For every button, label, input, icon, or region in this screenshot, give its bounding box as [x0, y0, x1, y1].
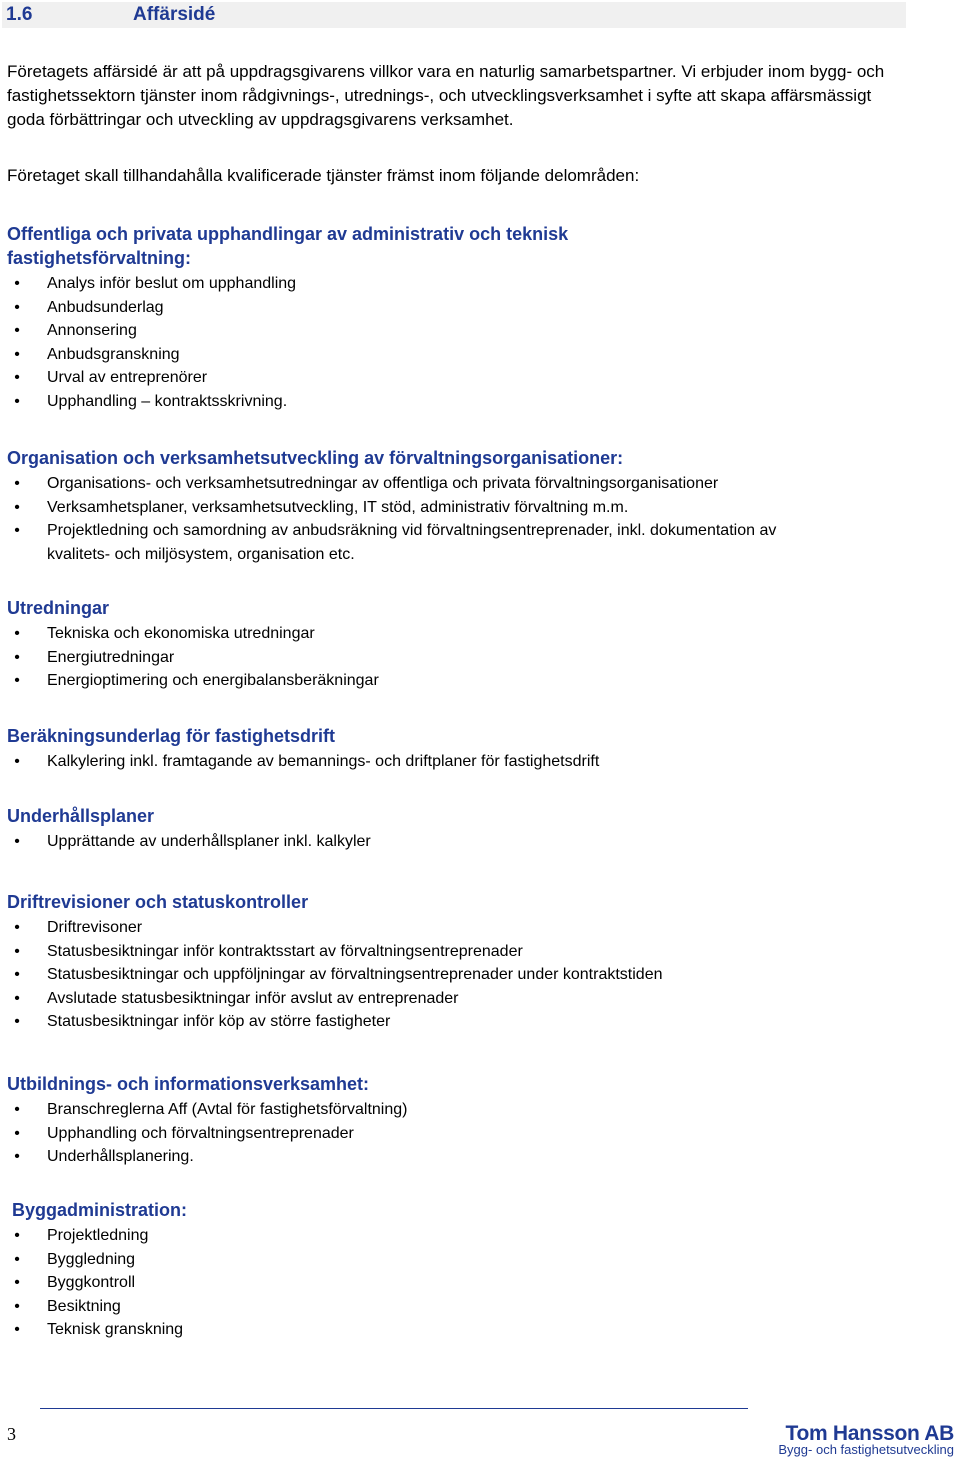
section-heading: Byggadministration: — [12, 1200, 188, 1220]
list-item: • Upphandling och förvaltningsentreprenader — [7, 1122, 907, 1146]
section-heading: Beräkningsunderlag för fastighetsdrift — [7, 726, 336, 746]
section-underhallsplaner — [7, 804, 907, 854]
bullet-icon: • — [14, 833, 20, 850]
list-item: • Byggkontroll — [7, 1271, 907, 1295]
bullet-icon: • — [14, 625, 20, 642]
bullet-icon: • — [14, 648, 20, 666]
list-item: • Statusbesiktningar inför kontraktsstart av förvaltningsentreprenader — [7, 940, 907, 964]
section-berakningsunderlag — [7, 724, 907, 774]
list-item: • Byggledning — [7, 1248, 907, 1272]
bullet-icon: • — [14, 1101, 20, 1118]
item-list — [7, 1098, 907, 1169]
list-item: • Annonsering — [7, 319, 907, 343]
list-item: • Statusbesiktningar och uppföljningar av förvaltningsentreprenader under kontraktstiden — [7, 963, 907, 987]
item-list — [7, 1224, 907, 1342]
list-item: • Avslutade statusbesiktningar inför avslut av entreprenader — [7, 987, 907, 1011]
item-list — [7, 472, 907, 566]
delomraden-paragraph: Företaget skall tillhandahålla kvalificerade tjänster främst inom följande delområden: — [7, 166, 640, 185]
company-logo-tagline: Bygg- och fastighetsutveckling — [778, 1442, 954, 1457]
page-number: 3 — [7, 1424, 16, 1444]
bullet-icon: • — [14, 989, 20, 1007]
bullet-icon: • — [14, 1321, 20, 1339]
section-heading: Utredningar — [7, 598, 110, 618]
bullet-icon: • — [14, 966, 20, 984]
bullet-icon: • — [14, 498, 20, 516]
section-utbildning — [7, 1072, 907, 1169]
section-organisation — [7, 446, 907, 566]
bullet-icon: • — [14, 1297, 20, 1315]
section-utredningar — [7, 596, 907, 693]
section-heading: Organisation och verksamhetsutveckling av förvaltningsorganisationer: — [7, 448, 624, 468]
bullet-icon: • — [14, 919, 20, 936]
bullet-icon: • — [14, 1124, 20, 1142]
list-item: • Driftrevisoner — [7, 916, 907, 940]
section-number: 1.6 — [6, 4, 33, 25]
company-logo-name: Tom Hansson AB — [785, 1422, 954, 1445]
item-list — [7, 830, 907, 854]
section-upphandlingar — [7, 222, 907, 414]
bullet-icon: • — [14, 392, 20, 410]
bullet-icon: • — [14, 1148, 20, 1166]
list-item: • Urval av entreprenörer — [7, 366, 907, 390]
section-byggadministration — [7, 1198, 907, 1342]
list-item: • Organisations- och verksamhetsutredningar av offentliga och privata förvaltningsorganisationer — [7, 472, 907, 496]
bullet-icon: • — [14, 522, 20, 540]
bullet-icon: • — [14, 475, 20, 492]
list-item: • Projektledning och samordning av anbudsräkning vid förvaltningsentreprenader, inkl. dokumentation av kvalitets- och miljösystem, organisation etc. — [7, 519, 787, 566]
list-item: • Besiktning — [7, 1295, 907, 1319]
list-item: • Anbudsunderlag — [7, 296, 907, 320]
bullet-icon: • — [14, 672, 20, 690]
item-list — [7, 916, 907, 1034]
list-item: • Kalkylering inkl. framtagande av bemannings- och driftplaner för fastighetsdrift — [7, 750, 907, 774]
bullet-icon: • — [14, 1274, 20, 1292]
list-item: • Projektledning — [7, 1224, 907, 1248]
bullet-icon: • — [14, 322, 20, 340]
list-item: • Energiutredningar — [7, 646, 907, 670]
list-item: • Statusbesiktningar inför köp av större fastigheter — [7, 1010, 907, 1034]
list-item: • Verksamhetsplaner, verksamhetsutveckling, IT stöd, administrativ förvaltning m.m. — [7, 496, 907, 520]
list-item: • Branschreglerna Aff (Avtal för fastighetsförvaltning) — [7, 1098, 907, 1122]
list-item: • Teknisk granskning — [7, 1318, 907, 1342]
section-heading: Utbildnings- och informationsverksamhet: — [7, 1074, 370, 1094]
section-heading: Underhållsplaner — [7, 806, 155, 826]
bullet-icon: • — [14, 942, 20, 960]
bullet-icon: • — [14, 345, 20, 363]
bullet-icon: • — [14, 1227, 20, 1244]
list-item: • Energioptimering och energibalansberäkningar — [7, 669, 907, 693]
section-heading: Driftrevisioner och statuskontroller — [7, 892, 309, 912]
list-item: • Tekniska och ekonomiska utredningar — [7, 622, 907, 646]
list-item: • Upprättande av underhållsplaner inkl. kalkyler — [7, 830, 907, 854]
bullet-icon: • — [14, 1013, 20, 1031]
item-list — [7, 272, 907, 414]
intro-paragraph: Företagets affärsidé är att på uppdragsgivarens villkor vara en naturlig samarbetspartner. Vi erbjuder inom bygg- och fastighetssektorn tjänster inom rådgivnings-, utrednings-, och utvecklingsverksamhet i syfte att skapa affärsmässigt goda förbättringar och utveckling av uppdragsgivarens verksamhet. — [7, 62, 885, 129]
list-item: • Upphandling – kontraktsskrivning. — [7, 390, 907, 414]
bullet-icon: • — [14, 369, 20, 387]
bullet-icon: • — [14, 298, 20, 316]
list-item: • Analys inför beslut om upphandling — [7, 272, 907, 296]
bullet-icon: • — [14, 275, 20, 292]
section-heading: Offentliga och privata upphandlingar av administrativ och teknisk fastighetsförvaltning: — [7, 224, 569, 268]
section-title: Affärsidé — [133, 4, 216, 25]
footer-divider — [40, 1408, 748, 1409]
item-list — [7, 622, 907, 693]
bullet-icon: • — [14, 1250, 20, 1268]
bullet-icon: • — [14, 753, 20, 770]
section-driftrevisioner — [7, 890, 907, 1034]
list-item: • Underhållsplanering. — [7, 1145, 907, 1169]
list-item: • Anbudsgranskning — [7, 343, 907, 367]
item-list — [7, 750, 907, 774]
